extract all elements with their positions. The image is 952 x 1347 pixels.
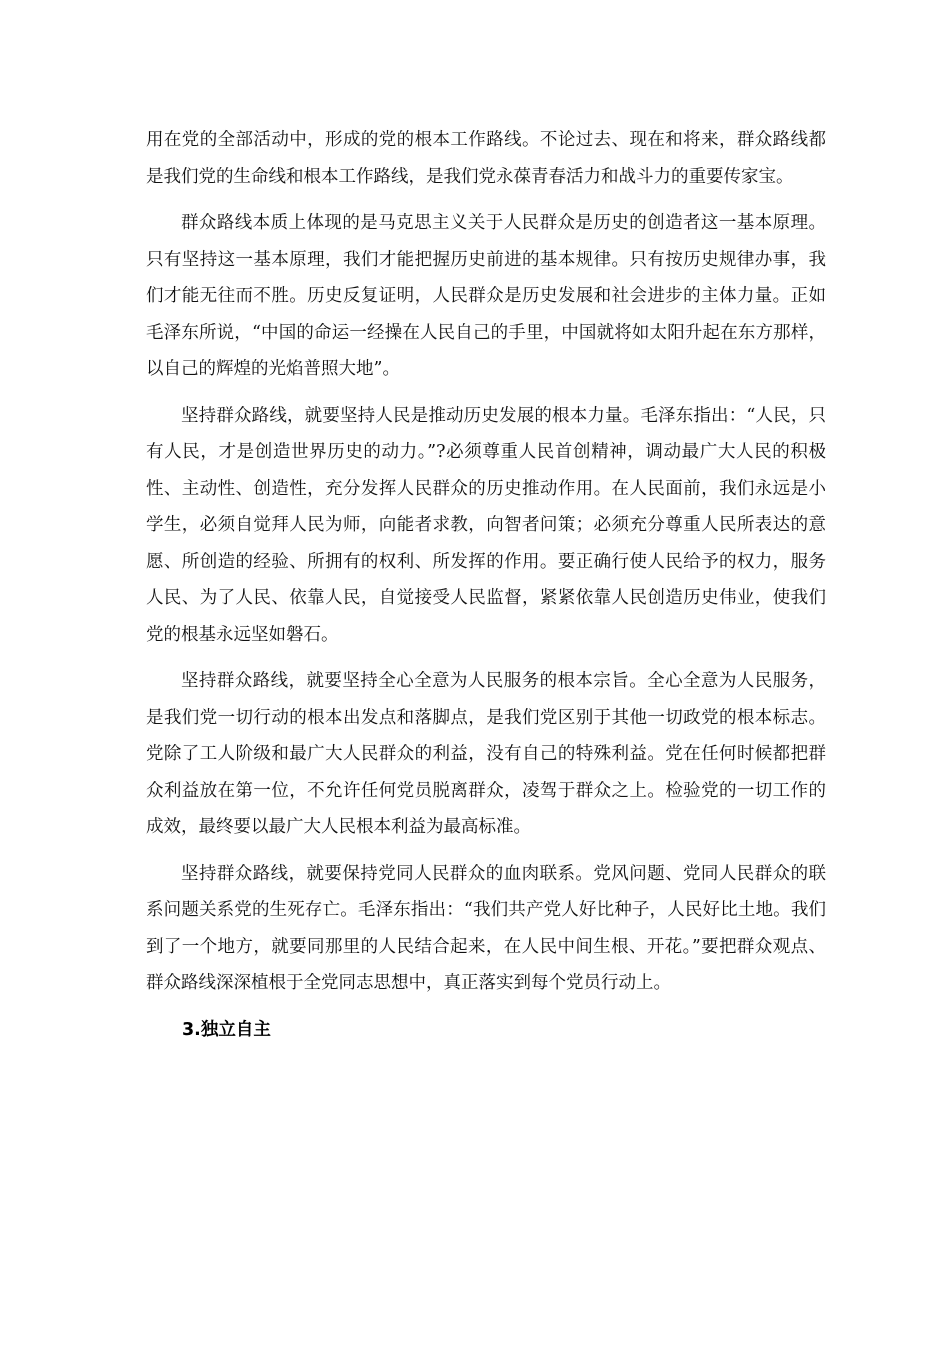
document-body <box>146 122 826 1048</box>
paragraph-continuation: 用在党的全部活动中，形成的党的根本工作路线。不论过去、现在和将来，群众路线都是我们党的生命线和根本工作路线，是我们党永葆青春活力和战斗力的重要传家宝。 <box>146 130 826 187</box>
paragraph-flesh-and-blood-ties: 坚持群众路线，就要保持党同人民群众的血肉联系。党风问题、党同人民群众的联系问题关系党的生死存亡。毛泽东指出：“我们共产党人好比种子，人民好比土地。我们到了一个地方，就要同那里的人民结合起来，在人民中间生根、开花。”要把群众观点、群众路线深深植根于全党同志思想中，真正落实到每个党员行动上。 <box>146 863 826 993</box>
section-heading: 3.独立自主 <box>182 1019 271 1040</box>
paragraph-people-driving-force: 坚持群众路线，就要坚持人民是推动历史发展的根本力量。毛泽东指出：“人民，只有人民，才是创造世界历史的动力。”?必须尊重人民首创精神，调动最广大人民的积极性、主动性、创造性，充分发挥人民群众的历史推动作用。在人民面前，我们永远是小学生，必须自觉拜人民为师，向能者求教，向智者问策；必须充分尊重人民所表达的意愿、所创造的经验、所拥有的权利、所发挥的作用。要正确行使人民给予的权力，服务人民、为了人民、依靠人民，自觉接受人民监督，紧紧依靠人民创造历史伟业，使我们党的根基永远坚如磐石。 <box>146 405 826 645</box>
paragraph-mass-line-essence: 群众路线本质上体现的是马克思主义关于人民群众是历史的创造者这一基本原理。只有坚持这一基本原理，我们才能把握历史前进的基本规律。只有按历史规律办事，我们才能无往而不胜。历史反复证明，人民群众是历史发展和社会进步的主体力量。正如毛泽东所说，“中国的命运一经操在人民自己的手里，中国就将如太阳升起在东方那样，以自己的辉煌的光焰普照大地”。 <box>146 213 826 379</box>
paragraph-serve-the-people: 坚持群众路线，就要坚持全心全意为人民服务的根本宗旨。全心全意为人民服务，是我们党一切行动的根本出发点和落脚点，是我们党区别于其他一切政党的根本标志。党除了工人阶级和最广大人民群众的利益，没有自己的特殊利益。党在任何时候都把群众利益放在第一位，不允许任何党员脱离群众，凌驾于群众之上。检验党的一切工作的成效，最终要以最广大人民根本利益为最高标准。 <box>146 671 826 837</box>
